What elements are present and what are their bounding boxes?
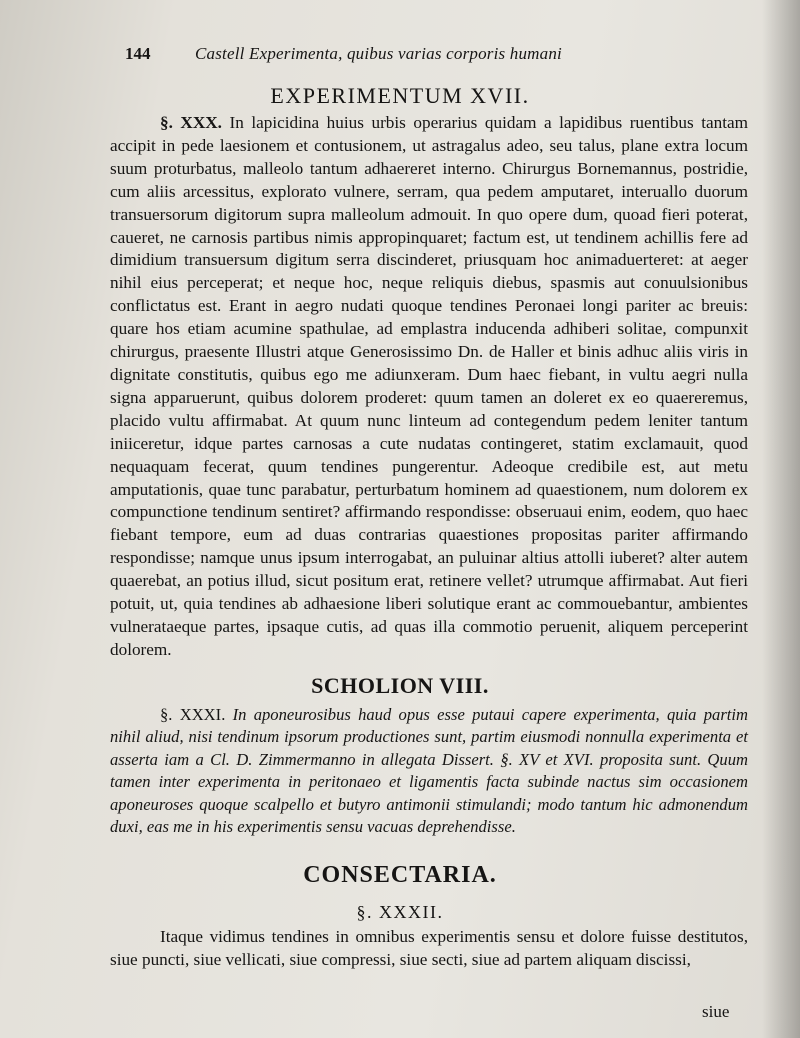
consectaria-section-mark: §. XXXII. — [356, 902, 444, 922]
consectaria-heading: CONSECTARIA. — [303, 862, 497, 888]
scholion-paragraph — [110, 704, 748, 838]
scholion-text: In aponeurosibus haud opus esse putaui capere experimenta, quia partim nihil aliud, nisi tendinum ipsorum productiones sunt, partim eiusmodi nonnulla experimenta et asserta iam a Cl. D. Zimmermanno in allegata Dissert. §. XV et XVI. proposita sunt. Quum tamen inter experimenta in peritonaeo et ligamentis facta subinde nactus sim occasionem aponeuroses quoque scalpello et butyro antimonii stimulandi; modo tantum hic admonendum duxi, eas me in his experimentis sensu vacuas deprehendisse. — [110, 705, 749, 837]
page-number: 144 — [125, 44, 151, 63]
catchword: siue — [702, 1002, 730, 1021]
running-head: Castell Experimenta, quibus varias corporis humani — [195, 44, 562, 63]
experiment-text: In lapicidina huius urbis operarius quidam a lapidibus ruentibus tantam accipit in pede laesionem et contusionem, ut astragalus adeo, seu talus, plane extra locum suum proturbatus, malleolo tantum adhaereret interno. Chirurgus Bornemannus, postridie, cum aliis arcessitus, explorato vulnere, serram, qua pedem amputaret, interuallo duorum transuersorum digitorum supra malleolum admouit. In quo opere dum, quoad fieri poterat, caueret, ne carnosis partibus nimis appropinquaret; factum est, ut tendinem achillis fere ad dimidium transuersum digitum serra discinderet, priusquam hoc animaduerteret: at aeger nihil eius perceperat; et neque hoc, neque reliquis diebus, spasmis aut conuulsionibus conflictatus est. Erant in aegro nudati quoque tendines Peronaei longi pariter ac breuis: quare hos etiam acumine spathulae, ad emplastra inducenda adhiberi solitae, compunxit chirurgus, praesente Illustri atque Generosissimo Dn. de Haller et binis adhuc aliis viris in dignitate constitutis, quibus ego me adiunxeram. Dum haec fiebant, in vultu aegri nulla signa apparuerunt, quibus dolorem proderet: quum tamen an doleret ex eo quaereremus, placido vultu affirmabat. At quum nunc linteum ad contegendum pedem leniter tantum iniiceretur, idque partes carnosas a cute nudatas contingeret, statim exclamauit, quod nequaquam fecerat, quum tendines pungerentur. Adeoque credibile est, aut metu amputationis, quae tunc parabatur, perturbatum hominem ad quaestionem, num dolorem ex compunctione tendinum sentiret? affirmando respondisse: obseruaui enim, eodem, quo haec fiebant tempore, eum ad duas contrarias quaestiones propositas pariter affirmando respondisse; namque unus ipsum interrogabat, an puluinar altius attolli iuberet? alter autem quaerebat, an potius illud, sicut positum erat, retinere vellet? utrumque affirmabat. Aut fieri potuit, ut, quia tendines ab adhaesione liberi solutique erant ac commouebantur, ambientes vulnerataeque partes, ipsaque cutis, ad quas illa commotio peruenit, aliquem perceperint dolorem. — [110, 113, 748, 659]
scholion-heading: SCHOLION VIII. — [311, 673, 489, 698]
page-header — [125, 44, 645, 70]
experiment-paragraph — [110, 112, 748, 662]
section-mark: §. XXX. — [160, 113, 222, 132]
consectaria-paragraph: Itaque vidimus tendines in omnibus experimentis sensu et dolore fuisse destitutos, siue puncti, siue vellicati, siue compressi, siue secti, siue ad partem aliquam discissi, — [110, 927, 748, 969]
section-mark: §. XXXI. — [160, 705, 226, 724]
experiment-heading: EXPERIMENTUM XVII. — [270, 83, 530, 108]
